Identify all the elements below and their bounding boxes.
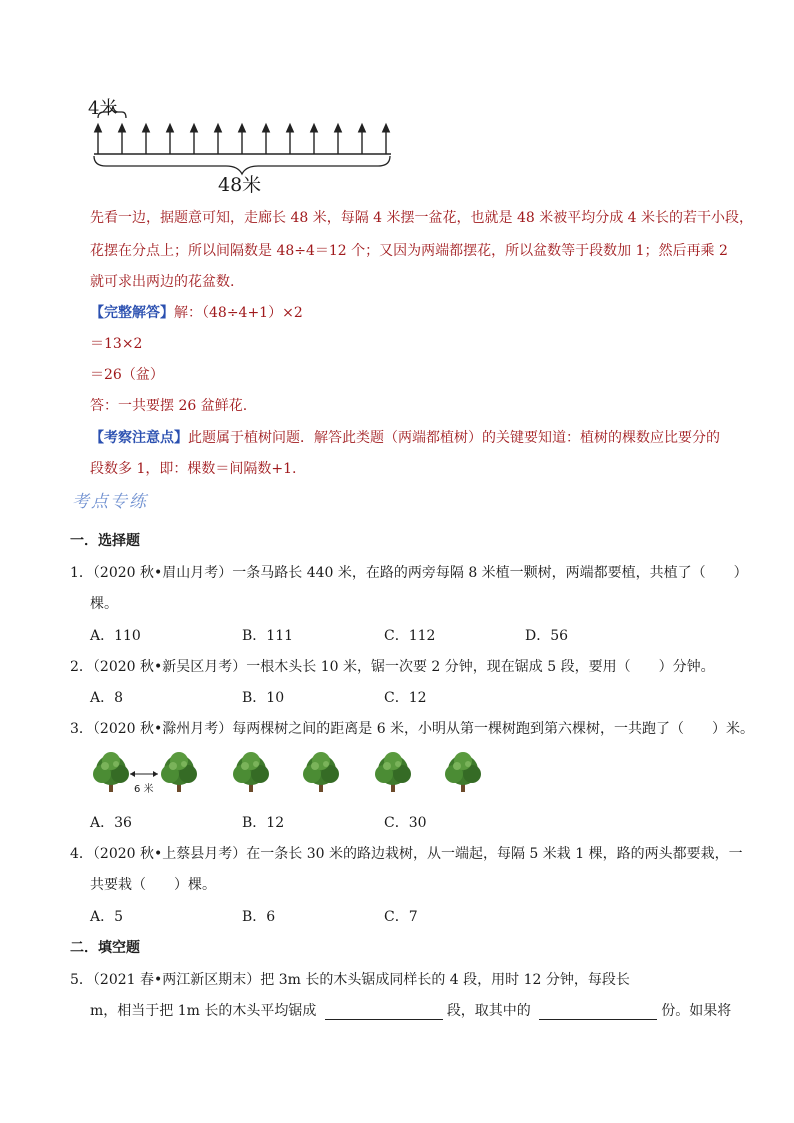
q5-text-a: m，相当于把 1m 长的木头平均锯成 bbox=[90, 1003, 317, 1019]
solution-header bbox=[90, 302, 303, 322]
tree-spacing-diagram bbox=[86, 92, 396, 196]
analysis-line-2: 花摆在分点上；所以间隔数是 48÷4＝12 个；又因为两端都摆花，所以盆数等于段数加 1；然后再乘 2 bbox=[90, 243, 728, 259]
q5-text-c: 份。如果将 bbox=[661, 1003, 732, 1019]
arrow-head bbox=[143, 124, 150, 132]
note-line-2: 段数多 1，即：棵数＝间隔数+1. bbox=[90, 461, 297, 477]
solution-step-1: ＝13×2 bbox=[90, 336, 143, 352]
q4-option-b[interactable]: B．6 bbox=[242, 909, 276, 925]
q5-line-1: 5．（2021 春•两江新区期末）把 3m 长的木头锯成同样长的 4 段，用时 12 分钟，每段长 bbox=[70, 972, 630, 988]
tree-icon-3 bbox=[233, 752, 269, 792]
trees-figure bbox=[92, 748, 512, 798]
arrow-head bbox=[287, 124, 294, 132]
arrow-head bbox=[167, 124, 174, 132]
segment-label: 4米 bbox=[88, 98, 118, 119]
q4-option-c[interactable]: C．7 bbox=[384, 909, 418, 925]
tree-icon-1 bbox=[93, 752, 129, 792]
q4-line-2: 共要栽（ ）棵。 bbox=[90, 877, 216, 893]
solution-step-2: ＝26（盆） bbox=[90, 367, 164, 383]
note-tag: 【考察注意点】 bbox=[90, 430, 188, 446]
part1-heading: 一．选择题 bbox=[70, 533, 140, 549]
q2-option-b[interactable]: B．10 bbox=[242, 690, 285, 706]
arrow-head bbox=[95, 124, 102, 132]
arrow-head bbox=[335, 124, 342, 132]
analysis-line-1: 先看一边，据题意可知，走廊长 48 米，每隔 4 米摆一盆花，也就是 48 米被平均分成 4 米长的若干小段， bbox=[90, 210, 754, 226]
q1-option-c[interactable]: C．112 bbox=[384, 628, 436, 644]
arrow-head bbox=[359, 124, 366, 132]
section-title: 考点专练 bbox=[72, 492, 148, 512]
q1-option-d[interactable]: D．56 bbox=[525, 628, 569, 644]
arrow-head bbox=[263, 124, 270, 132]
q4-line-1: 4．（2020 秋•上蔡县月考）在一条长 30 米的路边栽树，从一端起，每隔 5 米栽 1 棵，路的两头都要栽，一 bbox=[70, 846, 743, 862]
arrow-head bbox=[383, 124, 390, 132]
tree-icon-4 bbox=[303, 752, 339, 792]
note-text-1: 此题属于植树问题．解答此类题（两端都植树）的关键要知道：植树的棵数应比要分的 bbox=[188, 430, 720, 446]
q5-blank-2[interactable] bbox=[539, 1005, 657, 1020]
q1-line-1: 1．（2020 秋•眉山月考）一条马路长 440 米，在路的两旁每隔 8 米植一颗树，两端都要植，共植了（ ） bbox=[70, 565, 748, 581]
arrow-head bbox=[311, 124, 318, 132]
tree-icon-2 bbox=[161, 752, 197, 792]
q1-option-b[interactable]: B．111 bbox=[242, 628, 294, 644]
q2-option-c[interactable]: C．12 bbox=[384, 690, 427, 706]
q5-text-b: 段，取其中的 bbox=[446, 1003, 531, 1019]
arrow-head bbox=[215, 124, 222, 132]
arrow-head bbox=[239, 124, 246, 132]
q1-option-a[interactable]: A．110 bbox=[90, 628, 141, 644]
solution-tag: 【完整解答】 bbox=[90, 305, 174, 321]
q5-line-2 bbox=[90, 1000, 731, 1020]
arrow-head bbox=[191, 124, 198, 132]
part2-heading: 二．填空题 bbox=[70, 940, 140, 956]
total-length-label: 48米 bbox=[218, 174, 262, 196]
q3-option-c[interactable]: C．30 bbox=[384, 815, 427, 831]
analysis-line-3: 就可求出两边的花盆数. bbox=[90, 274, 235, 290]
trees-svg bbox=[92, 748, 512, 798]
solution-formula: 解：（48÷4+1）×2 bbox=[174, 305, 303, 321]
q3-option-a[interactable]: A．36 bbox=[90, 815, 132, 831]
tree-distance-label: 6 米 bbox=[134, 784, 154, 795]
q1-line-2: 棵。 bbox=[90, 596, 118, 612]
note-line-1 bbox=[90, 427, 720, 447]
q3-option-b[interactable]: B．12 bbox=[242, 815, 285, 831]
solution-answer: 答：一共要摆 26 盆鲜花. bbox=[90, 398, 248, 414]
q4-option-a[interactable]: A．5 bbox=[90, 909, 124, 925]
tree-icon-6 bbox=[445, 752, 481, 792]
q2-line-1: 2．（2020 秋•新吴区月考）一根木头长 10 米，锯一次要 2 分钟，现在锯成 5 段，要用（ ）分钟。 bbox=[70, 659, 715, 675]
q3-line-1: 3．（2020 秋•滁州月考）每两棵树之间的距离是 6 米，小明从第一棵树跑到第六棵树，一共跑了（ ）米。 bbox=[70, 721, 755, 737]
q2-option-a[interactable]: A．8 bbox=[90, 690, 124, 706]
arrow-head bbox=[119, 124, 126, 132]
tree-icon-5 bbox=[375, 752, 411, 792]
q5-blank-1[interactable] bbox=[325, 1005, 443, 1020]
